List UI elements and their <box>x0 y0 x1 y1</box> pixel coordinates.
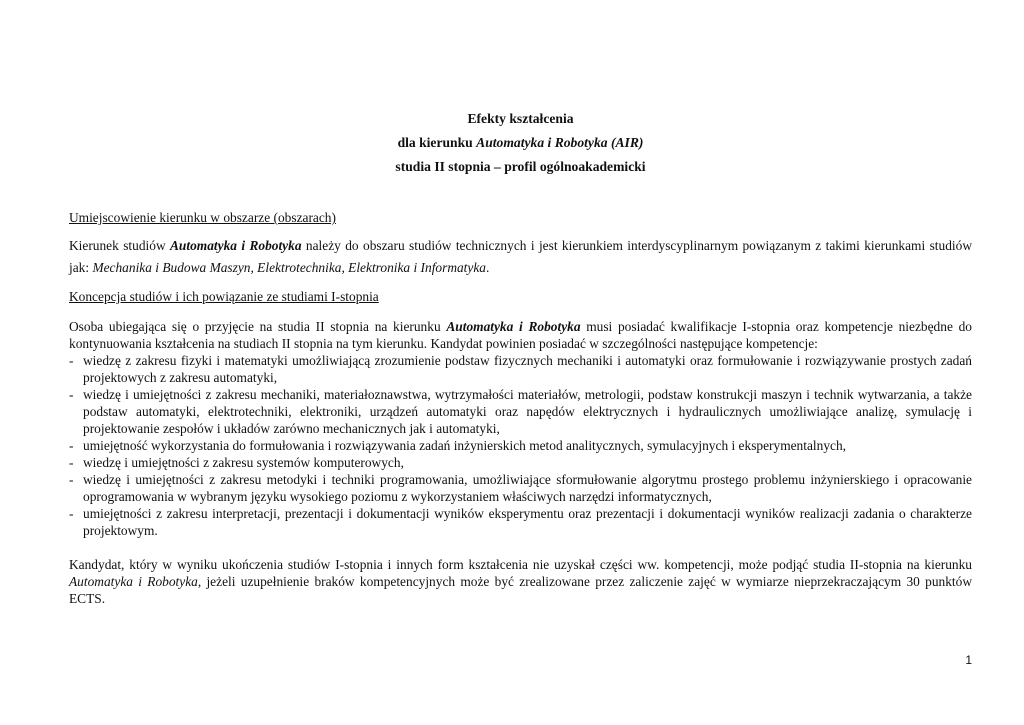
competency-item <box>69 437 972 454</box>
list-dash: - <box>69 455 74 470</box>
document-page <box>69 107 972 607</box>
section-concept-intro <box>69 318 972 352</box>
related-programs: Mechanika i Budowa Maszyn, Elektrotechnika, Elektronika i Informatyka <box>92 260 486 275</box>
competency-text: umiejętność wykorzystania do formułowania i rozwiązywania zadań inżynierskich metod analitycznych, symulacyjnych i eksperymentalnych, <box>83 438 847 453</box>
heading-line-1: Efekty kształcenia <box>467 111 574 126</box>
competency-list <box>69 352 972 539</box>
list-dash: - <box>69 438 74 453</box>
section-concept-closing <box>69 556 972 607</box>
list-dash: - <box>69 506 74 521</box>
text-fragment: Kandydat, który w wyniku ukończenia studiów I-stopnia i innych form kształcenia nie uzyskał części ww. kompetencji, może podjąć studia II-stopnia na kierunku <box>69 557 972 572</box>
competency-item <box>69 505 972 539</box>
competency-item <box>69 454 972 471</box>
program-name-emphasis: Automatyka i Robotyka <box>170 238 302 253</box>
competency-item <box>69 471 972 505</box>
heading-line-2 <box>69 131 972 155</box>
competency-text: umiejętności z zakresu interpretacji, prezentacji i dokumentacji wyników eksperymentu oraz prezentacji i dokumentacji wyników realizacji zadania o charakterze projektowym. <box>83 506 972 538</box>
competency-text: wiedzę z zakresu fizyki i matematyki umożliwiającą zrozumienie podstaw fizycznych mechaniki i automatyki oraz formułowanie i rozwiązywanie prostych zadań projektowych z zakresu automatyki, <box>83 353 972 385</box>
text-fragment: Osoba ubiegająca się o przyjęcie na studia II stopnia na kierunku <box>69 319 447 334</box>
heading-line-2-program: Automatyka i Robotyka (AIR) <box>476 135 644 150</box>
text-fragment: . <box>486 260 490 275</box>
competency-text: wiedzę i umiejętności z zakresu systemów komputerowych, <box>83 455 404 470</box>
text-fragment: Kierunek studiów <box>69 238 170 253</box>
competency-item <box>69 386 972 437</box>
text-fragment: należy do obszaru studiów technicznych i jest kierunkiem interdyscyplinarnym powiązanym z takimi kierunkami studiów jak: <box>69 238 972 275</box>
competency-text: wiedzę i umiejętności z zakresu metodyki i techniki programowania, umożliwiające sformułowanie algorytmu prostego problemu inżynierskiego i opracowanie oprogramowania w wybranym języku wysokiego poziomu z wykorzystaniem właściwych narzędzi informatycznych, <box>83 472 972 504</box>
program-name-emphasis: Automatyka i Robotyka <box>69 574 198 589</box>
section-concept-title: Koncepcja studiów i ich powiązanie ze studiami I-stopnia <box>69 289 379 304</box>
program-name-emphasis: Automatyka i Robotyka <box>446 319 581 334</box>
text-fragment: musi posiadać kwalifikacje I-stopnia oraz kompetencje niezbędne do kontynuowania kształcenia na studiach II stopnia na tym kierunku. Kandydat powinien posiadać w szczególności następujące kompetencje: <box>69 319 972 351</box>
document-heading <box>69 107 972 179</box>
list-dash: - <box>69 472 74 487</box>
list-dash: - <box>69 353 74 368</box>
section-location-paragraph <box>69 235 972 279</box>
section-location-title: Umiejscowienie kierunku w obszarze (obszarach) <box>69 210 336 225</box>
text-fragment: , jeżeli uzupełnienie braków kompetencyjnych może być zrealizowane przez zaliczenie zajęć w wymiarze nieprzekraczającym 30 punktów ECTS. <box>69 574 972 606</box>
competency-item <box>69 352 972 386</box>
heading-line-2-prefix: dla kierunku <box>397 135 477 150</box>
heading-line-3: studia II stopnia – profil ogólnoakademicki <box>395 159 646 174</box>
competency-text: wiedzę i umiejętności z zakresu mechaniki, materiałoznawstwa, wytrzymałości materiałów, metrologii, podstaw konstrukcji maszyn i technik wytwarzania, a także podstaw automatyki, elektrotechniki, elektroniki, urządzeń automatyki oraz napędów elektrycznych i hydraulicznych umożliwiające analizę, symulację i projektowanie zespołów i układów zarówno mechanicznych jak i automatyki, <box>83 387 972 436</box>
page-number: 1 <box>965 653 972 667</box>
list-dash: - <box>69 387 74 402</box>
